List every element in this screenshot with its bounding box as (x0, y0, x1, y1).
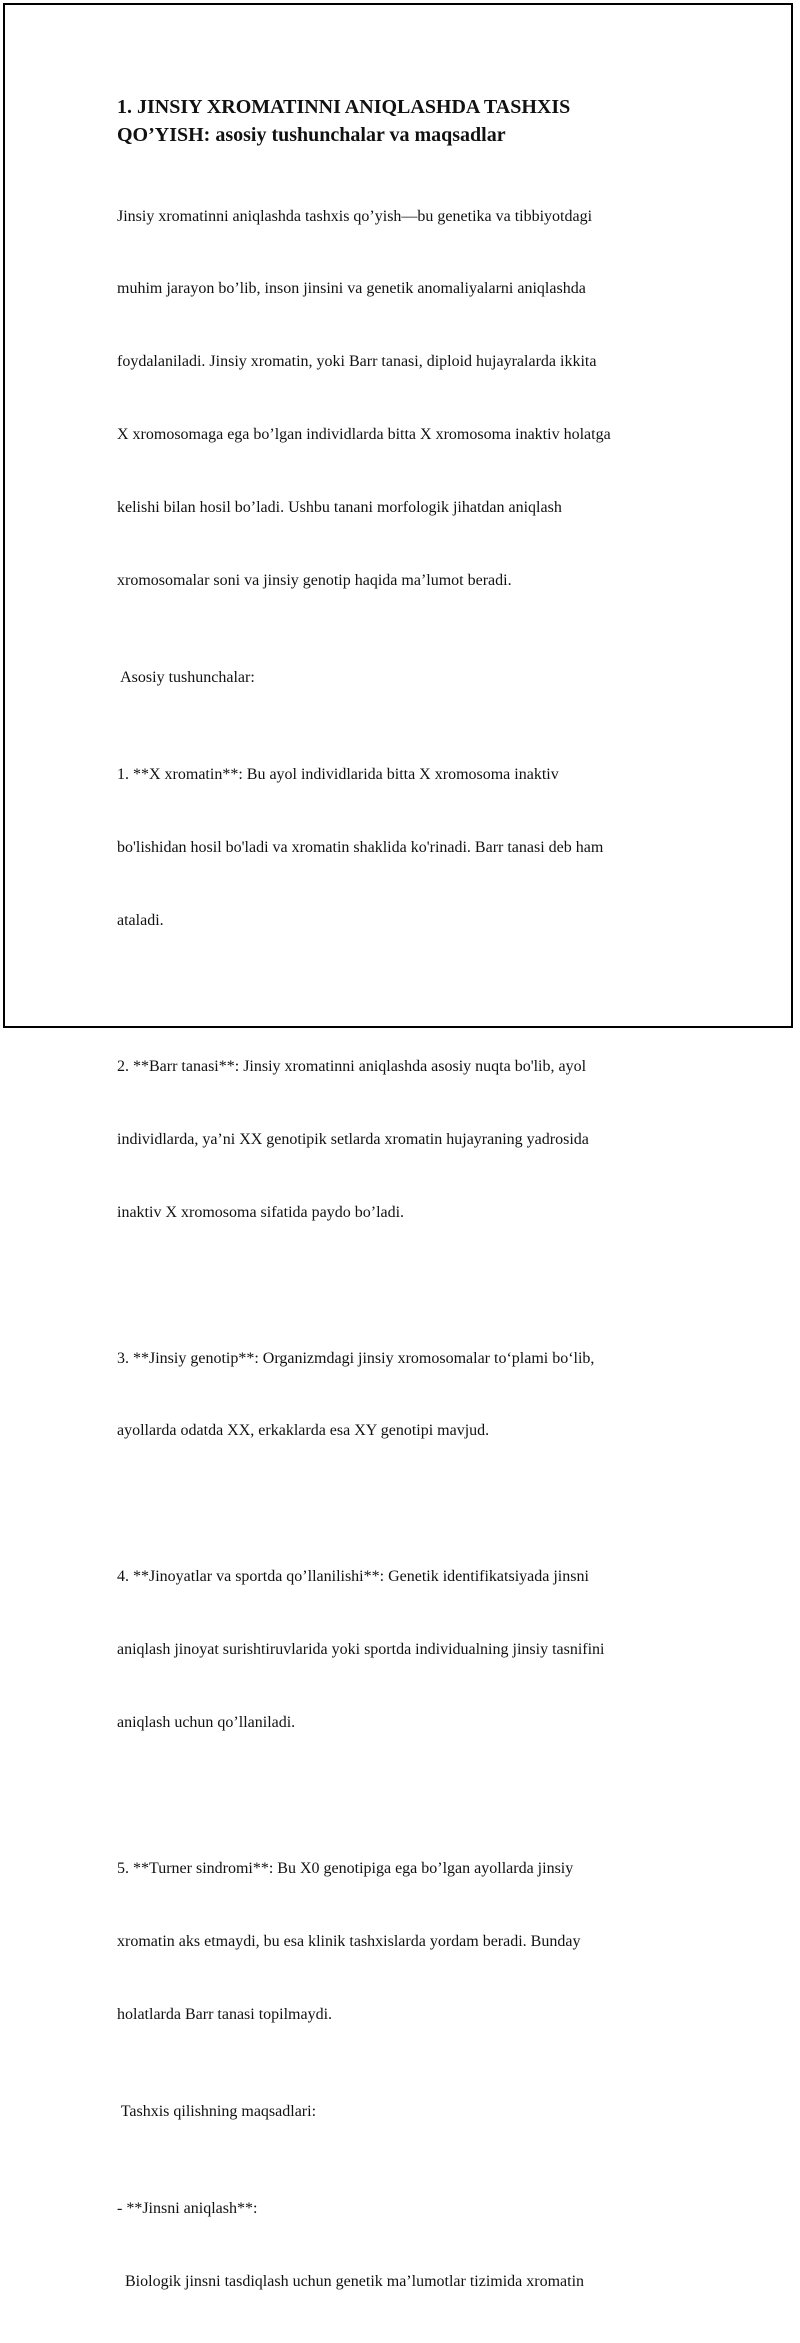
intro-line: foydalaniladi. Jinsiy xromatin, yoki Barr tanasi, diploid hujayralarda ikkita (117, 353, 597, 371)
concept-line: xromatin aks etmaydi, bu esa klinik tashxislarda yordam beradi. Bunday (117, 1932, 581, 1950)
section-title (117, 93, 717, 149)
intro-line: xromosomalar soni va jinsiy genotip haqida ma’lumot beradi. (117, 572, 512, 590)
concept-item-4 (117, 1517, 717, 1784)
intro-line: X xromosomaga ega bo’lgan individlarda bitta X xromosoma inaktiv holatga (117, 426, 611, 444)
concept-line: aniqlash uchun qo’llaniladi. (117, 1714, 296, 1731)
concept-item-5 (117, 1808, 717, 2075)
goal-item-title: - **Jinsni aniqlash**: (117, 2199, 258, 2217)
section-title-line-1: 1. JINSIY XROMATINNI ANIQLASHDA TASHXIS (117, 96, 571, 118)
intro-line: Jinsiy xromatinni aniqlashda tashxis qo’yish—bu genetika va tibbiyotdagi (117, 207, 593, 225)
concept-line: bo'lishidan hosil bo'ladi va xromatin shaklida ko'rinadi. Barr tanasi deb ham (117, 839, 604, 857)
goal-item-text: Biologik jinsni tasdiqlash uchun genetik ma’lumotlar tizimida xromatin (117, 2272, 585, 2290)
goals-heading: Tashxis qilishning maqsadlari: (117, 2102, 317, 2120)
concept-line: inaktiv X xromosoma sifatida paydo bo’ladi. (117, 1203, 405, 1221)
document-body (117, 93, 717, 2343)
concept-line: 5. **Turner sindromi**: Bu X0 genotipiga ega bo’lgan ayollarda jinsiy (117, 1859, 574, 1877)
concept-line: 2. **Barr tanasi**: Jinsiy xromatinni aniqlashda asosiy nuqta bo'lib, ayol (117, 1057, 587, 1075)
goal-item (117, 2148, 717, 2342)
concept-item-1 (117, 715, 717, 982)
intro-paragraph (117, 156, 717, 642)
concept-item-3 (117, 1298, 717, 1492)
section-title-line-2: QO’YISH: asosiy tushunchalar va maqsadlar (117, 124, 506, 146)
concept-line: ataladi. (117, 912, 164, 930)
concept-line: 1. **X xromatin**: Bu ayol individlarida bitta X xromosoma inaktiv (117, 766, 559, 784)
concept-line: ayollarda odatda XX, erkaklarda esa XY genotipi mavjud. (117, 1422, 490, 1440)
concept-line: individlarda, ya’ni XX genotipik setlarda xromatin hujayraning yadrosida (117, 1130, 589, 1148)
concept-item-2 (117, 1006, 717, 1273)
intro-line: kelishi bilan hosil bo’ladi. Ushbu tanani morfologik jihatdan aniqlash (117, 499, 562, 517)
concept-line: holatlarda Barr tanasi topilmaydi. (117, 2005, 333, 2023)
intro-line: muhim jarayon bo’lib, inson jinsini va genetik anomaliyalarni aniqlashda (117, 280, 586, 298)
concept-line: 3. **Jinsiy genotip**: Organizmdagi jinsiy xromosomalar to‘plami bo‘lib, (117, 1349, 595, 1367)
concepts-heading: Asosiy tushunchalar: (117, 669, 255, 687)
concept-line: 4. **Jinoyatlar va sportda qo’llanilishi**: Genetik identifikatsiyada jinsni (117, 1568, 589, 1586)
concept-line: aniqlash jinoyat surishtiruvlarida yoki sportda individualning jinsiy tasnifini (117, 1641, 605, 1659)
